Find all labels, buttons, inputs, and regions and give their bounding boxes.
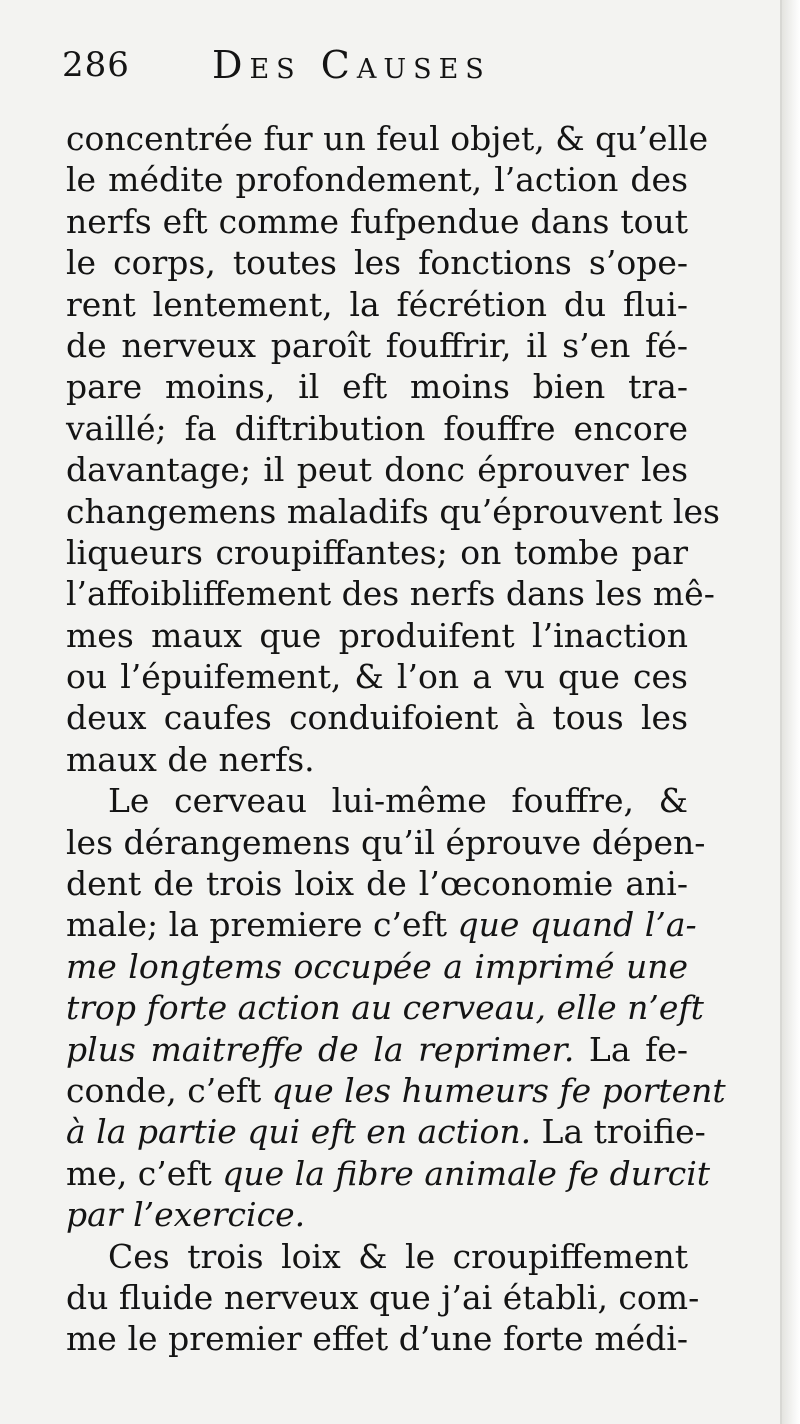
- text-segment: rent lentement, la fécrétion du flui-: [66, 284, 688, 324]
- text-line: [66, 573, 715, 614]
- running-title: Des Causes: [212, 43, 491, 87]
- text-segment: me le premier effet d’une forte médi-: [66, 1319, 688, 1359]
- text-line: [66, 822, 706, 863]
- text-line: [66, 615, 688, 656]
- italic-text: que les humeurs fe portent: [271, 1070, 726, 1110]
- page-header: [62, 40, 622, 90]
- italic-text: que quand l’a-: [457, 905, 697, 945]
- text-segment: le corps, toutes les fonctions s’ope-: [66, 243, 688, 283]
- text-line: [66, 656, 688, 697]
- text-line: [66, 1236, 688, 1277]
- text-segment: maux de nerfs.: [66, 739, 315, 779]
- text-segment: changemens maladifs qu’éprouvent les: [66, 491, 720, 531]
- text-segment: l’affoibliffement des nerfs dans les mê-: [66, 574, 715, 614]
- text-line: [66, 1153, 711, 1194]
- italic-text: par l’exercice.: [66, 1195, 306, 1235]
- text-segment: dent de trois loix de l’œconomie ani-: [66, 864, 688, 904]
- text-segment: conde, c’eft: [66, 1070, 272, 1110]
- text-line: [66, 325, 688, 366]
- text-segment: La fe-: [574, 1029, 688, 1069]
- text-segment: deux caufes conduifoient à tous les: [66, 698, 688, 738]
- text-segment: Le cerveau lui-même fouffre, &: [108, 781, 688, 821]
- text-line: [66, 739, 688, 780]
- text-line: [66, 242, 688, 283]
- text-line: [66, 408, 688, 449]
- text-segment: vaillé; fa diftribution fouffre encore: [66, 408, 688, 448]
- text-line: [66, 904, 697, 945]
- text-segment: le médite profondement, l’action des: [66, 160, 688, 200]
- page-number: 286: [62, 45, 130, 85]
- text-segment: du fluide nerveux que j’ai établi, com-: [66, 1277, 700, 1317]
- text-line: [66, 159, 688, 200]
- italic-text: à la partie qui eft en action.: [66, 1112, 532, 1152]
- text-line: [66, 987, 704, 1028]
- text-line: [66, 946, 688, 987]
- text-line: [66, 491, 720, 532]
- italic-text: trop forte action au cerveau, elle n’eft: [66, 988, 704, 1028]
- text-segment: me, c’eft: [66, 1153, 223, 1193]
- text-segment: Ces trois loix & le croupiffement: [108, 1236, 688, 1276]
- text-line: [66, 1111, 706, 1152]
- italic-text: plus maitreffe de la reprimer.: [66, 1029, 575, 1069]
- text-segment: nerfs eft comme fufpendue dans tout: [66, 201, 688, 241]
- text-line: [66, 1318, 688, 1359]
- text-segment: mes maux que produifent l’inaction: [66, 615, 688, 655]
- text-line: [66, 366, 688, 407]
- text-line: [66, 1277, 700, 1318]
- text-segment: La troifie-: [531, 1112, 706, 1152]
- text-line: [66, 449, 688, 490]
- text-line: [66, 863, 688, 904]
- text-line: [66, 1029, 688, 1070]
- italic-text: me longtems occupée a imprimé une: [66, 946, 688, 986]
- text-segment: de nerveux paroît fouffrir, il s’en fé-: [66, 325, 688, 365]
- text-line: [66, 780, 688, 821]
- text-segment: ou l’épuifement, & l’on a vu que ces: [66, 657, 688, 697]
- text-segment: male; la premiere c’eft: [66, 905, 458, 945]
- page-edge: [782, 0, 800, 1424]
- text-segment: liqueurs croupiffantes; on tombe par: [66, 532, 688, 572]
- text-segment: concentrée fur un feul objet, & qu’elle: [66, 119, 709, 158]
- text-line: [66, 118, 709, 159]
- text-segment: les dérangemens qu’il éprouve dépen-: [66, 822, 706, 862]
- text-line: [66, 284, 688, 325]
- text-segment: pare moins, il eft moins bien tra-: [66, 367, 688, 407]
- body-text: [66, 118, 726, 1360]
- text-line: [66, 201, 688, 242]
- text-line: [66, 1070, 726, 1111]
- text-line: [66, 1194, 688, 1235]
- italic-text: que la fibre animale fe durcit: [222, 1153, 711, 1193]
- text-segment: davantage; il peut donc éprouver les: [66, 450, 688, 490]
- text-line: [66, 697, 688, 738]
- text-line: [66, 532, 688, 573]
